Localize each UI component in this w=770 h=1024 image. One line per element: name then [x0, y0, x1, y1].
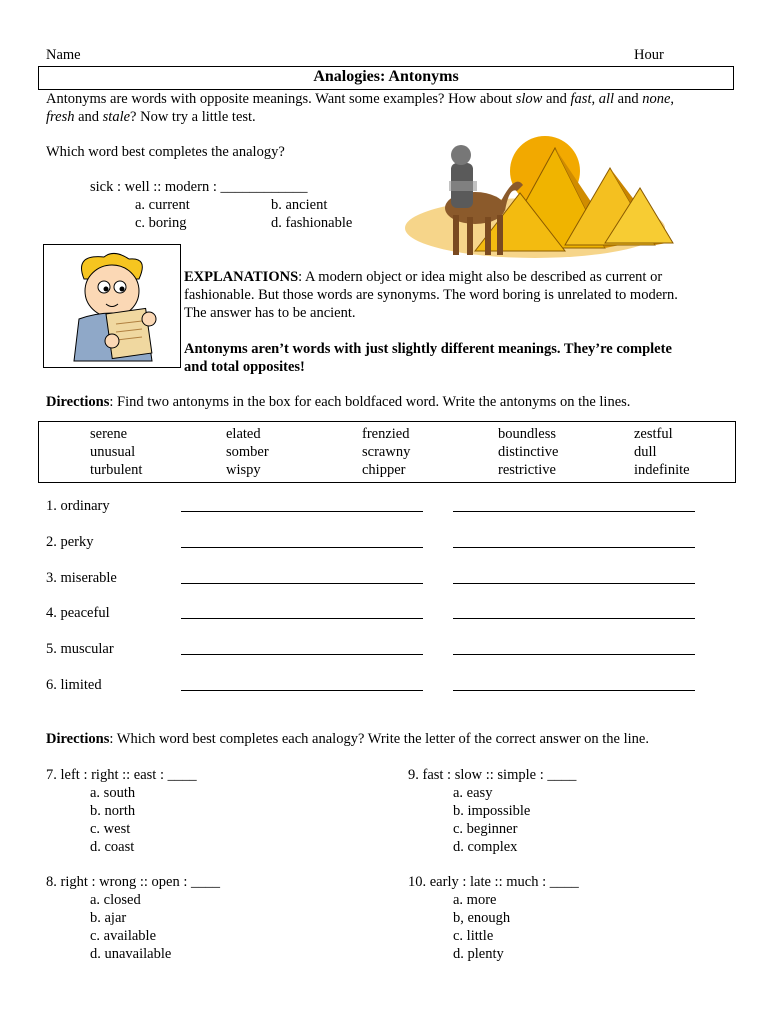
option-b: b. ajar [90, 910, 127, 926]
word-column-5 [634, 425, 734, 479]
example-stem: sick : well :: modern : ____________ [90, 179, 308, 195]
answer-line[interactable] [181, 618, 423, 619]
analogy-9-options [453, 784, 733, 856]
intro-text: , [591, 91, 599, 107]
word-zestful: zestful [634, 426, 673, 442]
page-title: Analogies: Antonyms [313, 68, 459, 85]
intro-text: Antonyms are words with opposite meanings. Want some examples? How about [46, 91, 516, 107]
analogy-stem: 7. left : right :: east : ____ [46, 767, 197, 783]
answer-line[interactable] [453, 511, 695, 512]
word-chipper: chipper [362, 462, 406, 478]
analogy-9 [408, 766, 738, 784]
item-peaceful: 4. peaceful [46, 605, 110, 621]
answer-line[interactable] [181, 654, 423, 655]
name-label: Name [46, 47, 81, 63]
item-limited: 6. limited [46, 677, 102, 693]
directions-2 [46, 730, 736, 748]
word-column-3 [362, 425, 482, 479]
note-text: Antonyms aren’t words with just slightly different meanings. They’re complete [184, 341, 672, 357]
word-boundless: boundless [498, 426, 556, 442]
option-d: d. complex [453, 839, 518, 855]
explanation-text: : A modern object or idea might also be described as current or [298, 269, 663, 285]
answer-line[interactable] [453, 654, 695, 655]
option-a: a. closed [90, 892, 141, 908]
answer-line[interactable] [453, 547, 695, 548]
analogy-8-options [90, 891, 370, 963]
word-column-1 [90, 425, 210, 479]
analogy-8 [46, 873, 376, 891]
explanation-block [184, 268, 734, 322]
boy-image-frame [43, 244, 181, 368]
intro-text: ? Now try a little test. [130, 109, 256, 125]
example-option-c: c. boring [135, 215, 187, 231]
word-somber: somber [226, 444, 269, 460]
antonym-note [184, 340, 734, 376]
intro-text: , [670, 91, 675, 107]
analogy-stem: 8. right : wrong :: open : ____ [46, 874, 220, 890]
analogy-stem: 9. fast : slow :: simple : ____ [408, 767, 577, 783]
explanation-text: The answer has to be ancient. [184, 305, 356, 321]
item-muscular: 5. muscular [46, 641, 114, 657]
question-text: Which word best completes the analogy? [46, 144, 285, 160]
option-d: d. coast [90, 839, 135, 855]
item-ordinary: 1. ordinary [46, 498, 110, 514]
example-word: fast [570, 91, 592, 107]
word-elated: elated [226, 426, 261, 442]
word-column-2 [226, 425, 346, 479]
option-c: c. beginner [453, 821, 518, 837]
analogy-7 [46, 766, 376, 784]
word-turbulent: turbulent [90, 462, 143, 478]
note-text: and total opposites! [184, 359, 305, 375]
option-c: c. little [453, 928, 494, 944]
option-a: a. easy [453, 785, 493, 801]
option-c: c. west [90, 821, 131, 837]
directions-label: Directions [46, 731, 110, 747]
example-word: all [598, 91, 615, 107]
option-b: b, enough [453, 910, 511, 926]
analogy-stem: 10. early : late :: much : ____ [408, 874, 579, 890]
directions-label: Directions [46, 394, 110, 410]
example-word: none [642, 91, 671, 107]
intro-text: and [74, 109, 103, 125]
word-restrictive: restrictive [498, 462, 556, 478]
word-distinctive: distinctive [498, 444, 559, 460]
explanation-text: fashionable. But those words are synonyms. The word boring is unrelated to modern. [184, 287, 678, 303]
word-scrawny: scrawny [362, 444, 411, 460]
hour-label: Hour [634, 47, 664, 63]
item-perky: 2. perky [46, 534, 94, 550]
pyramids-camel-icon [405, 133, 680, 263]
example-word: stale [102, 109, 131, 125]
word-wispy: wispy [226, 462, 261, 478]
option-a: a. more [453, 892, 497, 908]
intro-text: and [614, 91, 643, 107]
analogy-7-options [90, 784, 370, 856]
option-c: c. available [90, 928, 157, 944]
option-d: d. unavailable [90, 946, 172, 962]
answer-line[interactable] [181, 511, 423, 512]
word-indefinite: indefinite [634, 462, 690, 478]
option-b: b. north [90, 803, 136, 819]
word-dull: dull [634, 444, 657, 460]
example-word: fresh [46, 109, 75, 125]
answer-line[interactable] [181, 583, 423, 584]
option-d: d. plenty [453, 946, 504, 962]
analogy-10 [408, 873, 738, 891]
option-b: b. impossible [453, 803, 531, 819]
directions-1 [46, 393, 736, 411]
example-option-a: a. current [135, 197, 190, 213]
example-option-b: b. ancient [271, 197, 328, 213]
answer-line[interactable] [453, 583, 695, 584]
analogy-10-options [453, 891, 733, 963]
boy-reading-icon [54, 249, 174, 364]
answer-line[interactable] [181, 547, 423, 548]
answer-line[interactable] [453, 618, 695, 619]
example-word: slow [515, 91, 543, 107]
answer-line[interactable] [453, 690, 695, 691]
title-box [38, 66, 734, 90]
explanation-label: EXPLANATIONS [184, 269, 299, 285]
option-a: a. south [90, 785, 136, 801]
answer-line[interactable] [181, 690, 423, 691]
intro-text: and [542, 91, 571, 107]
word-column-4 [498, 425, 618, 479]
word-serene: serene [90, 426, 128, 442]
word-unusual: unusual [90, 444, 136, 460]
example-option-d: d. fashionable [271, 215, 353, 231]
intro-paragraph [46, 90, 736, 126]
word-frenzied: frenzied [362, 426, 410, 442]
directions-text: : Find two antonyms in the box for each boldfaced word. Write the antonyms on the lines. [109, 394, 631, 410]
item-miserable: 3. miserable [46, 570, 117, 586]
directions-text: : Which word best completes each analogy? Write the letter of the correct answer on the line. [109, 731, 649, 747]
